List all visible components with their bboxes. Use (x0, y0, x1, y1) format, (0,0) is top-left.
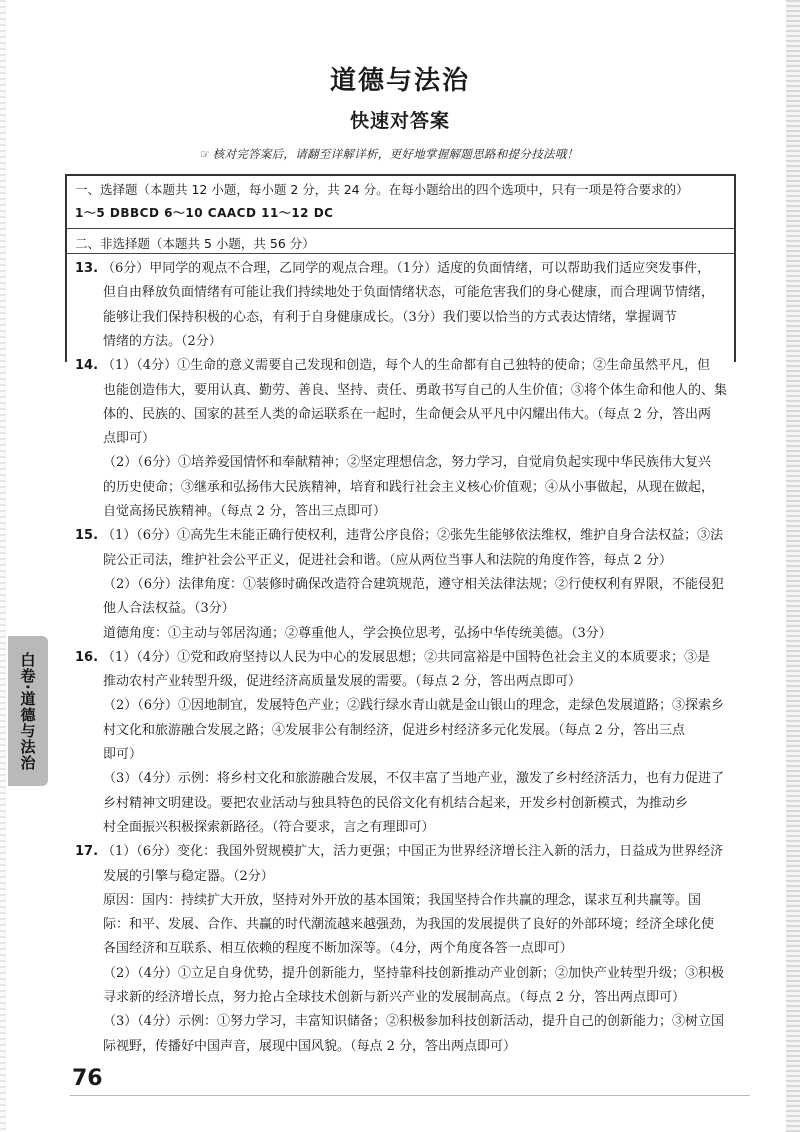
answer-line (75, 840, 735, 859)
answer-text: （2）（6分）①培养爱国情怀和奉献精神；②坚定理想信念，努力学习，自觉肩负起实现中华民族伟大复兴 (103, 455, 712, 471)
answer-text: 际：和平、发展、合作、共赢的时代潮流越来越强劲，为我国的发展提供了良好的外部环境；经济全球化使 (103, 917, 715, 933)
answer-line (103, 694, 738, 713)
answer-line (103, 816, 738, 835)
answer-line (103, 865, 738, 884)
answer-text: 发展的引擎与稳定器。（2分） (103, 868, 274, 884)
instruction-note-text: 核对完答案后，请翻至详解详析，更好地掌握解题思路和提分技法哦！ (212, 147, 579, 161)
answer-line (103, 306, 738, 325)
answer-text: （2）（6分）法律角度：①装修时确保改造符合建筑规范，遵守相关法律法规；②行使权利有界限，不能侵犯 (103, 576, 725, 592)
page-title: 道德与法治 (329, 66, 470, 96)
answer-text: （1）（6分）①高先生未能正确行使权利，违背公序良俗；②张先生能够依法维权，维护自身合法权益；③法 (102, 528, 724, 544)
answer-text: 村全面振兴积极探索新路径。（符合要求，言之有理即可） (103, 819, 435, 835)
answer-line (103, 451, 738, 470)
answer-text: 道德角度：①主动与邻居沟通；②尊重他人，学会换位思考，弘扬中华传统美德。（3分） (103, 625, 612, 641)
answer-box-left-border (65, 174, 67, 362)
answer-line (103, 913, 738, 932)
page-edge-left (0, 0, 6, 1132)
answer-line (103, 986, 738, 1005)
answer-line (103, 743, 738, 762)
answer-text: 情绪的方法。（2分） (103, 333, 222, 349)
page-edge-right (786, 0, 800, 1132)
answer-text: 但自由释放负面情绪有可能让我们持续地处于负面情绪状态，可能危害我们的身心健康，而合理调节情绪， (103, 285, 715, 301)
question-number: 17. (75, 844, 99, 860)
question-number: 13. (75, 261, 99, 276)
answer-text: 体的、民族的、国家的甚至人类的命运联系在一起时，生命便会从平凡中闪耀出伟大。（每点 2 分，答出两 (103, 406, 712, 422)
answer-text: （3）（4分）示例：①努力学习，丰富知识储备；②积极参加科技创新活动，提升自己的创新能力；③树立国 (103, 1014, 725, 1030)
answer-text: 院公正司法，维护社会公平正义，促进社会和谐。（应从两位当事人和法院的角度作答，每点 2 分） (103, 552, 673, 568)
answer-line (103, 476, 738, 495)
answer-box-top-border (65, 174, 735, 176)
answer-line (103, 937, 738, 956)
answer-line (75, 646, 735, 665)
answer-text: （2）（4分）①立足自身优势，提升创新能力，坚持靠科技创新推动产业创新；②加快产业转型升级；③积极 (103, 965, 725, 981)
question-number: 15. (75, 528, 99, 544)
answer-line (103, 549, 738, 568)
answer-line (103, 1010, 738, 1029)
answer-line (103, 403, 738, 422)
answer-text: 点即可） (103, 431, 156, 447)
pointing-hand-icon: ☞ (200, 147, 211, 161)
answer-text: （6分）甲同学的观点不合理，乙同学的观点合理。（1分）适度的负面情绪，可以帮助我们适应突发事件， (102, 261, 711, 276)
question-number: 16. (75, 649, 99, 665)
answer-text: 原因：国内：持续扩大开放，坚持对外开放的基本国策；我国坚持合作共赢的理念，谋求互利共赢等。国 (103, 892, 702, 908)
section-divider (65, 228, 736, 229)
answer-line (103, 767, 738, 786)
answer-line (103, 792, 738, 811)
side-tab (8, 636, 48, 786)
multiple-choice-answers: 1～5 DBBCD 6～10 CAACD 11～12 DC (75, 206, 334, 220)
answer-text: 寻求新的经济增长点，努力抢占全球技术创新与新兴产业的发展制高点。（每点 2 分，答出两点即可） (103, 990, 686, 1005)
answer-text: （1）（6分）变化：我国外贸规模扩大，活力更强；中国正为世界经济增长注入新的活力，日益成为世界经济 (102, 844, 724, 860)
answer-text: 的历史使命；③继承和弘扬伟大民族精神，培育和践行社会主义核心价值观；④从小事做起，从现在做起， (103, 479, 715, 495)
answer-line (103, 622, 738, 641)
answer-line (75, 257, 735, 276)
answer-text: 即可） (103, 747, 143, 762)
section-2-divider (65, 253, 736, 254)
answer-line (103, 330, 738, 349)
answer-text: 他人合法权益。（3分） (103, 601, 235, 617)
answer-text: 推动农村产业转型升级，促进经济高质量发展的需要。（每点 2 分，答出两点即可） (103, 674, 582, 690)
answer-text: 自觉高扬民族精神。（每点 2 分，答出三点即可） (103, 504, 387, 519)
instruction-note (200, 146, 700, 162)
answer-text: （3）（4分）示例：将乡村文化和旅游融合发展，不仅丰富了当地产业，激发了乡村经济活力，也有力促进了 (103, 771, 725, 787)
answer-line (103, 427, 738, 446)
answer-line (103, 500, 738, 519)
answer-text: 各国经济和互联系、相互依赖的程度不断加深等。（4分，两个角度各答一点即可） (103, 941, 573, 957)
answer-line (75, 354, 735, 373)
answer-text: 村文化和旅游融合发展之路；④发展非公有制经济，促进乡村经济多元化发展。（每点 2 分，答出三点 (103, 722, 686, 738)
answer-text: （1）（4分）①生命的意义需要自己发现和创造，每个人的生命都有自己独特的使命；②生命虽然平凡，但 (102, 358, 711, 374)
answer-line (103, 1035, 738, 1054)
answer-line (103, 573, 738, 592)
answer-line (75, 524, 735, 543)
answer-line (103, 379, 738, 398)
answer-line (103, 281, 738, 300)
answer-line (103, 719, 738, 738)
answer-text: 也能创造伟大，要用认真、勤劳、善良、坚持、责任、勇敢书写自己的人生价值；③将个体生命和他人的、集 (103, 382, 728, 398)
page-number: 76 (72, 1066, 103, 1091)
answer-line (103, 962, 738, 981)
section-2-heading: 二、非选择题（本题共 5 小题，共 56 分） (75, 236, 315, 251)
answer-text: （1）（4分）①党和政府坚持以人民为中心的发展思想；②共同富裕是中国特色社会主义的本质要求；③是 (102, 649, 711, 665)
answer-line (103, 597, 738, 616)
side-tab-label: 白卷·道德与法治 (18, 651, 37, 771)
bottom-rule (70, 1095, 750, 1096)
section-1-heading: 一、选择题（本题共 12 小题，每小题 2 分，共 24 分。在每小题给出的四个选项中，只有一项是符合要求的） (75, 182, 689, 197)
answer-line (103, 889, 738, 908)
answer-line (103, 670, 738, 689)
page-subtitle: 快速对答案 (349, 110, 450, 132)
answer-text: 能够让我们保持积极的心态，有利于自身健康成长。（3分）我们要以恰当的方式表达情绪，掌握调节 (103, 309, 677, 325)
answer-text: （2）（6分）①因地制宜，发展特色产业；②践行绿水青山就是金山银山的理念，走绿色发展道路；③探索乡 (103, 698, 725, 714)
answer-text: 乡村精神文明建设。要把农业活动与独具特色的民俗文化有机结合起来，开发乡村创新模式，为推动乡 (103, 795, 689, 811)
question-number: 14. (75, 358, 99, 374)
answer-text: 际视野，传播好中国声音，展现中国风貌。（每点 2 分，答出两点即可） (103, 1038, 517, 1054)
